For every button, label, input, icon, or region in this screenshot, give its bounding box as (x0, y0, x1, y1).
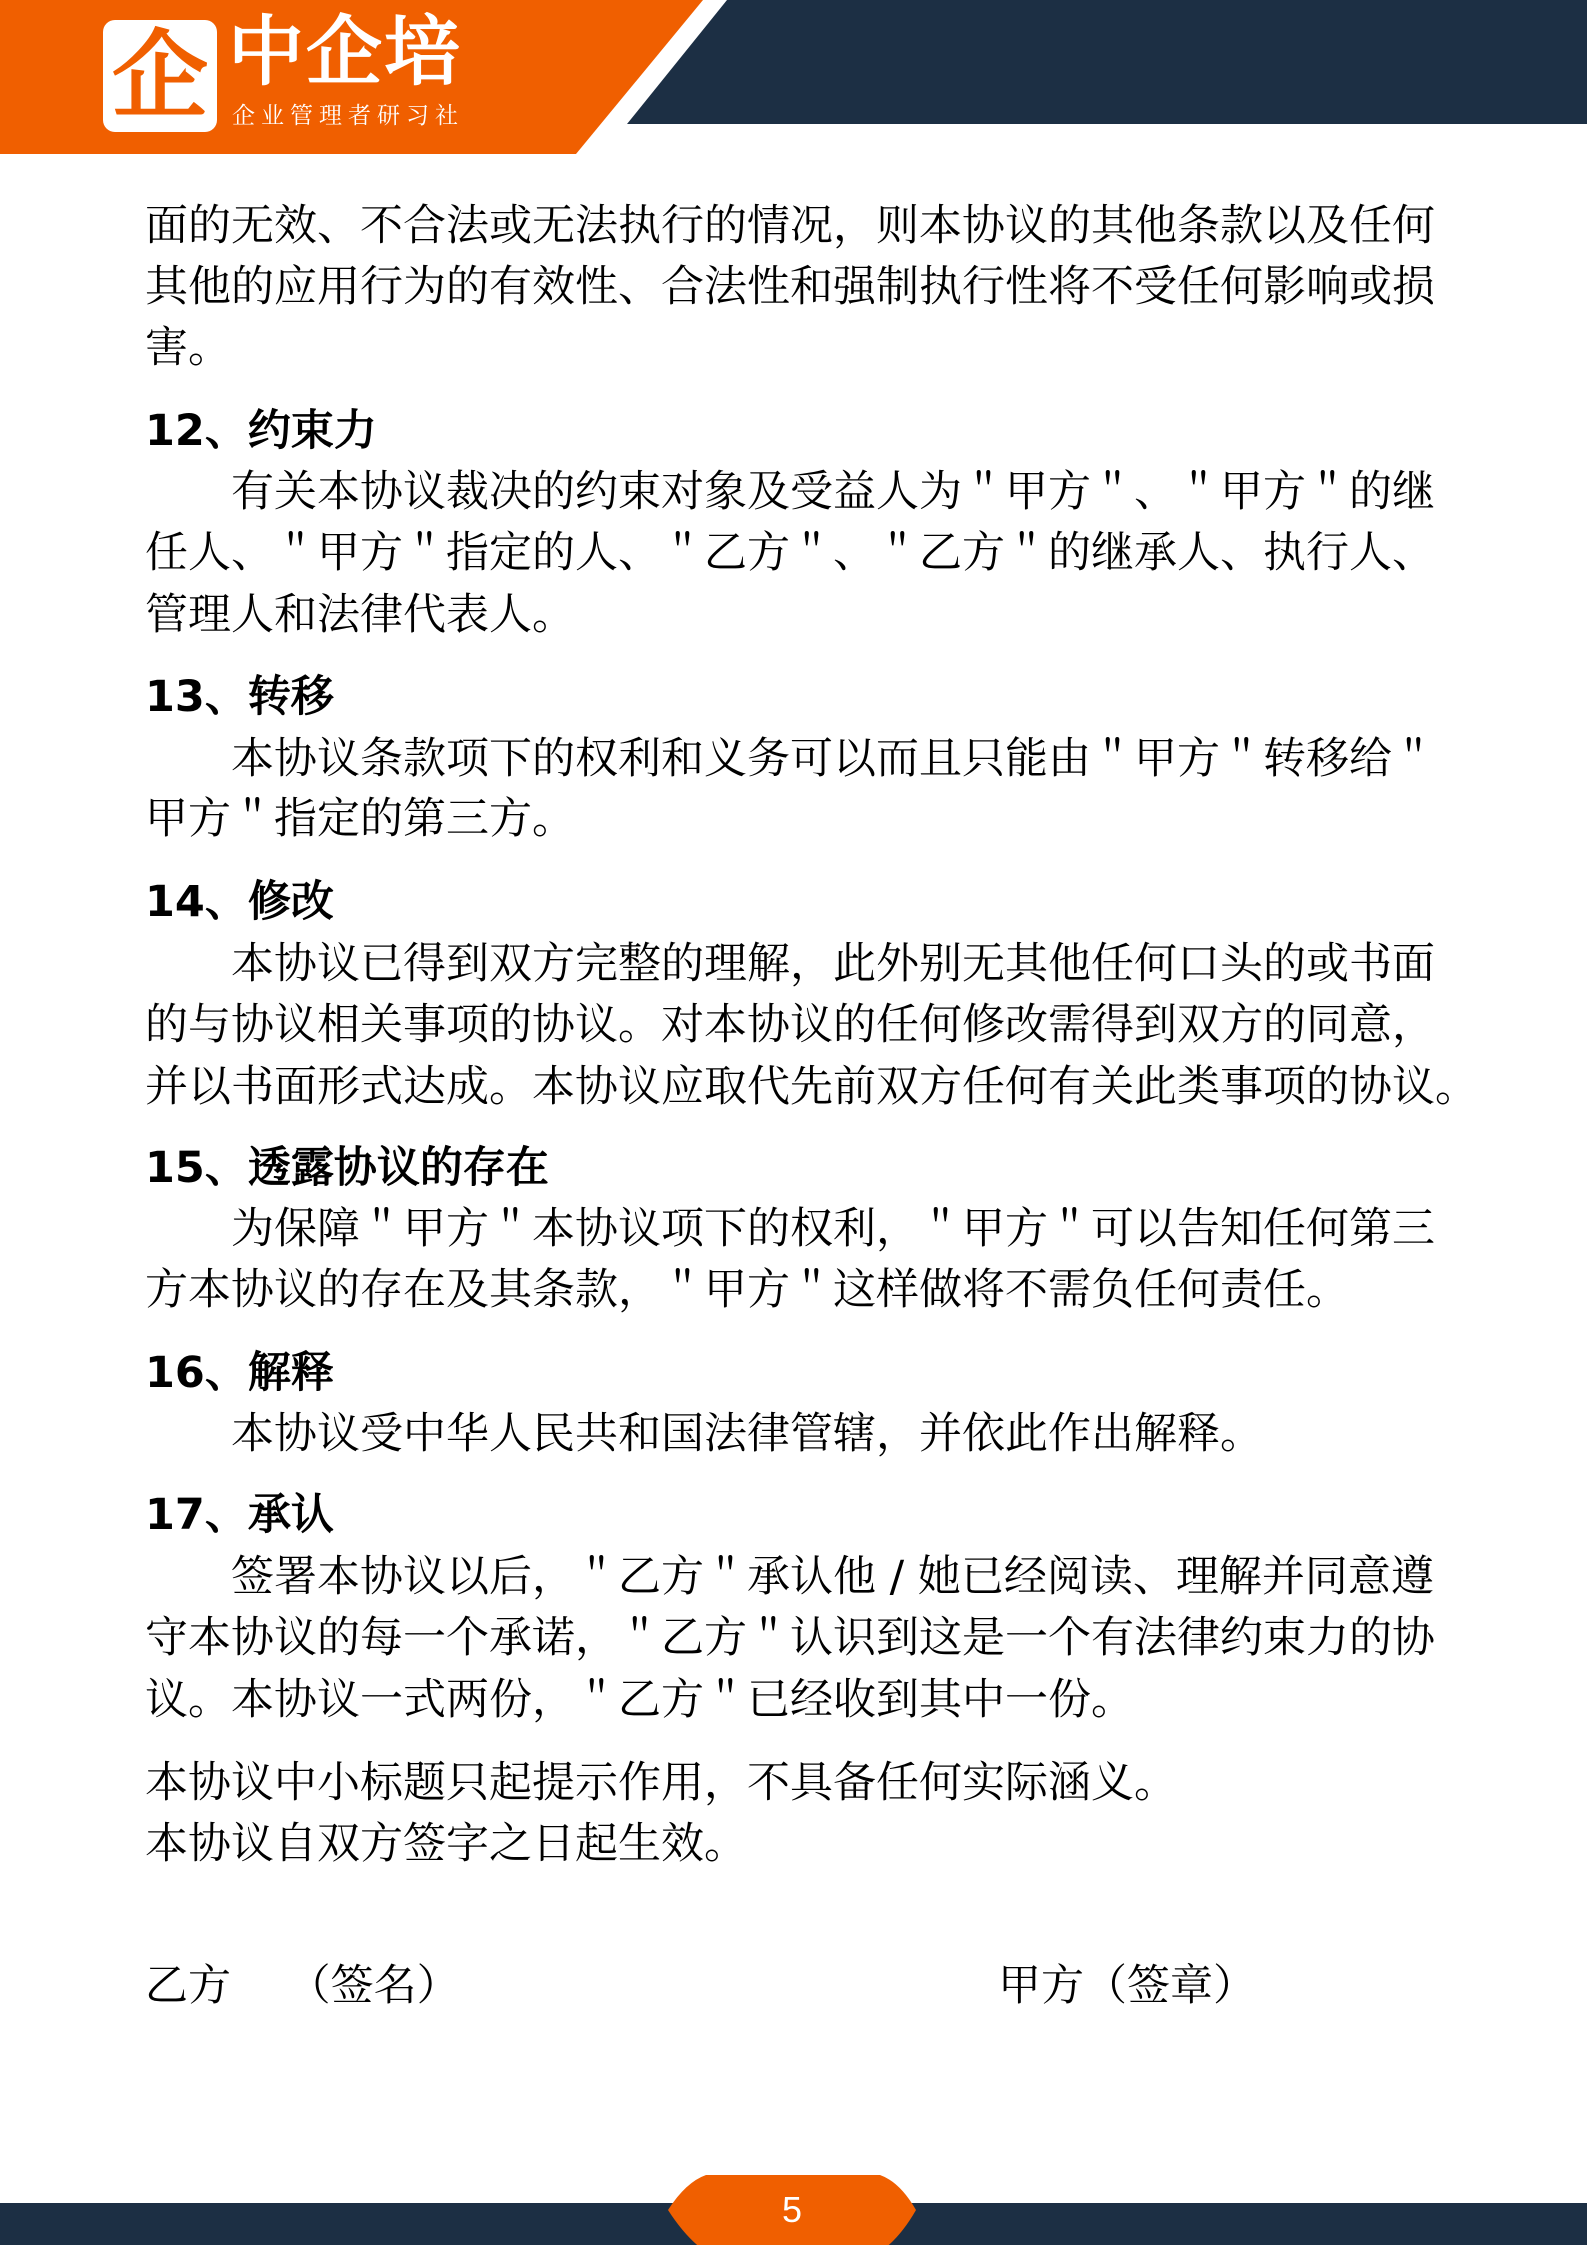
navy-banner (627, 0, 1587, 124)
section-heading-14: 14、修改 (145, 877, 334, 927)
section-heading-12: 12、约束力 (145, 406, 377, 456)
logo-glyph: 企 (112, 20, 208, 132)
section-12-line: 有关本协议裁决的约束对象及受益人为＂甲方＂、＂甲方＂的继 (231, 467, 1435, 517)
section-12-line: 管理人和法律代表人。 (145, 590, 575, 640)
section-heading-16: 16、解释 (145, 1348, 334, 1398)
intro-line: 害。 (145, 323, 231, 373)
section-17-line: 守本协议的每一个承诺，＂乙方＂认识到这是一个有法律约束力的协 (145, 1613, 1435, 1663)
section-14-line: 的与协议相关事项的协议。对本协议的任何修改需得到双方的同意， (145, 1000, 1435, 1050)
page-header (0, 0, 1587, 160)
page-number: 5 (781, 2189, 803, 2230)
intro-line: 面的无效、不合法或无法执行的情况，则本协议的其他条款以及任何 (145, 201, 1435, 251)
signature-party-a: 甲方（签章） (998, 1961, 1256, 2011)
signature-party-b: 乙方 （签名） (145, 1961, 460, 2011)
section-16-line: 本协议受中华人民共和国法律管辖，并依此作出解释。 (231, 1409, 1263, 1459)
section-heading-15: 15、透露协议的存在 (145, 1143, 549, 1193)
closing-line: 本协议中小标题只起提示作用，不具备任何实际涵义。 (145, 1758, 1177, 1808)
section-17-line: 议。本协议一式两份，＂乙方＂已经收到其中一份。 (145, 1675, 1134, 1725)
section-17-line: 签署本协议以后，＂乙方＂承认他 / 她已经阅读、理解并同意遵 (231, 1552, 1434, 1602)
section-14-line: 并以书面形式达成。本协议应取代先前双方任何有关此类事项的协议。 (145, 1062, 1478, 1112)
section-13-line: 本协议条款项下的权利和义务可以而且只能由＂甲方＂转移给＂ (231, 734, 1435, 784)
section-14-line: 本协议已得到双方完整的理解，此外别无其他任何口头的或书面 (231, 939, 1435, 989)
closing-line: 本协议自双方签字之日起生效。 (145, 1819, 747, 1869)
logo-icon (103, 20, 217, 132)
section-13-line: 甲方＂指定的第三方。 (145, 794, 575, 844)
section-heading-17: 17、承认 (145, 1490, 334, 1540)
intro-line: 其他的应用行为的有效性、合法性和强制执行性将不受任何影响或损 (145, 262, 1435, 312)
section-15-line: 方本协议的存在及其条款，＂甲方＂这样做将不需负任何责任。 (145, 1265, 1349, 1315)
brand-title: 中企培 (228, 7, 462, 96)
section-12-line: 任人、＂甲方＂指定的人、＂乙方＂、＂乙方＂的继承人、执行人、 (145, 528, 1435, 578)
section-15-line: 为保障＂甲方＂本协议项下的权利，＂甲方＂可以告知任何第三 (231, 1204, 1435, 1254)
brand-subtitle: 企业管理者研习社 (232, 103, 464, 129)
section-heading-13: 13、转移 (145, 672, 334, 722)
